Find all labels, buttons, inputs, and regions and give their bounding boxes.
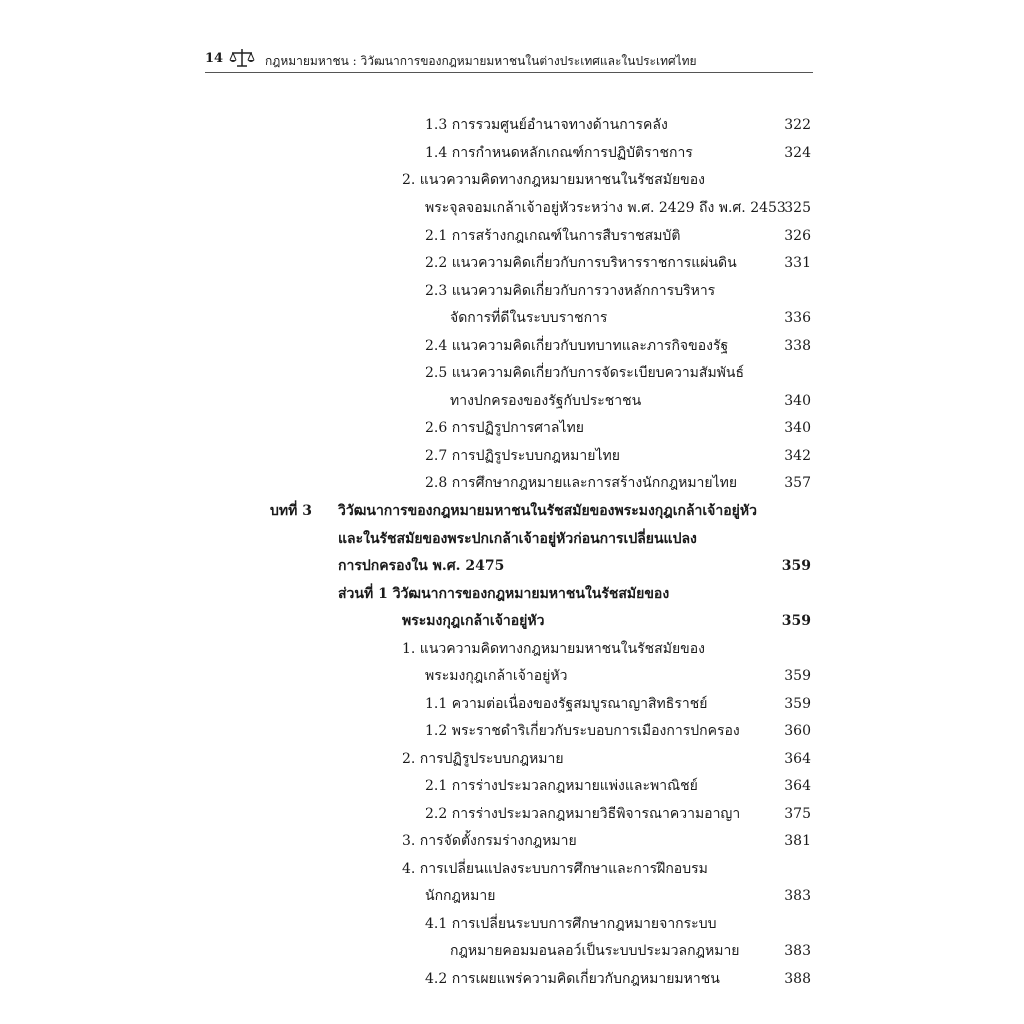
toc-entry-s1-4-1: 4.1 การเปลี่ยนระบบการศึกษากฎหมายจากระบบ (425, 916, 717, 932)
chapter-label: บทที่ 3 (270, 503, 312, 519)
toc-page: 336 (784, 310, 811, 326)
section-title: ส่วนที่ 1 วิวัฒนาการของกฎหมายมหาชนในรัชสมัยของ (338, 586, 670, 602)
toc-page: 381 (784, 833, 811, 849)
toc-entry-s1-3: 3. การจัดตั้งกรมร่างกฎหมาย (402, 833, 577, 849)
toc-page: 383 (784, 888, 811, 904)
toc-entry-s1-4-cont: นักกฎหมาย (425, 888, 496, 904)
toc-entry-2-5: 2.5 แนวความคิดเกี่ยวกับการจัดระเบียบความสัมพันธ์ (425, 365, 745, 381)
toc-page: 340 (784, 420, 811, 436)
chapter-title-cont: การปกครองใน พ.ศ. 2475 (338, 558, 505, 574)
toc-page: 325 (784, 200, 811, 216)
toc-entry-2-2: 2.2 แนวความคิดเกี่ยวกับการบริหารราชการแผ่นดิน (425, 255, 737, 271)
toc-page: 383 (784, 943, 811, 959)
toc-page: 359 (784, 696, 811, 712)
toc-entry-2-cont: พระจุลจอมเกล้าเจ้าอยู่หัวระหว่าง พ.ศ. 2429 ถึง พ.ศ. 2453 (425, 200, 786, 216)
toc-entry-2-3-cont: จัดการที่ดีในระบบราชการ (450, 310, 608, 326)
page-number: 14 (205, 51, 224, 66)
toc-entry-2-7: 2.7 การปฏิรูประบบกฎหมายไทย (425, 448, 620, 464)
toc-entry-2-6: 2.6 การปฏิรูปการศาลไทย (425, 420, 584, 436)
toc-entry-s1-1: 1. แนวความคิดทางกฎหมายมหาชนในรัชสมัยของ (402, 641, 705, 657)
toc-entry-s1-2-2: 2.2 การร่างประมวลกฎหมายวิธีพิจารณาความอาญา (425, 806, 741, 822)
toc-page: 324 (784, 145, 811, 161)
toc-entry-s1-4-2: 4.2 การเผยแพร่ความคิดเกี่ยวกับกฎหมายมหาชน (425, 971, 720, 987)
toc-entry-2-5-cont: ทางปกครองของรัฐกับประชาชน (450, 393, 642, 409)
toc-page: 331 (784, 255, 811, 271)
toc-entry-s1-4: 4. การเปลี่ยนแปลงระบบการศึกษาและการฝึกอบรม (402, 861, 708, 877)
toc-entry-2-3: 2.3 แนวความคิดเกี่ยวกับการวางหลักการบริหาร (425, 283, 716, 299)
toc-page: 326 (784, 228, 811, 244)
toc-page: 360 (784, 723, 811, 739)
toc-entry-1-3: 1.3 การรวมศูนย์อำนาจทางด้านการคลัง (425, 117, 668, 133)
toc-page: 359 (781, 558, 811, 574)
toc-page: 364 (784, 778, 811, 794)
toc-entry-2-4: 2.4 แนวความคิดเกี่ยวกับบทบาทและภารกิจของรัฐ (425, 338, 729, 354)
toc-entry-s1-2-1: 2.1 การร่างประมวลกฎหมายแพ่งและพาณิชย์ (425, 778, 698, 794)
chapter-title-cont: และในรัชสมัยของพระปกเกล้าเจ้าอยู่หัวก่อนการเปลี่ยนแปลง (338, 531, 697, 547)
section-title-cont: พระมงกุฎเกล้าเจ้าอยู่หัว (402, 613, 545, 629)
running-title: กฎหมายมหาชน : วิวัฒนาการของกฎหมายมหาชนในต่างประเทศและในประเทศไทย (265, 54, 697, 68)
toc-entry-s1-1-2: 1.2 พระราชดำริเกี่ยวกับระบอบการเมืองการปกครอง (425, 723, 740, 739)
running-header (205, 46, 813, 73)
toc-entry-s1-1-1: 1.1 ความต่อเนื่องของรัฐสมบูรณาญาสิทธิราชย์ (425, 696, 708, 712)
toc-entry-1-4: 1.4 การกำหนดหลักเกณฑ์การปฏิบัติราชการ (425, 145, 693, 161)
toc-entry-s1-1-cont: พระมงกุฎเกล้าเจ้าอยู่หัว (425, 668, 568, 684)
scales-of-justice-icon (229, 48, 255, 68)
toc-page: 388 (784, 971, 811, 987)
toc-page: 357 (784, 475, 811, 491)
toc-page: 375 (784, 806, 811, 822)
toc-entry-s1-2: 2. การปฏิรูประบบกฎหมาย (402, 751, 564, 767)
toc-entry-2-8: 2.8 การศึกษากฎหมายและการสร้างนักกฎหมายไทย (425, 475, 738, 491)
toc-page: 342 (784, 448, 811, 464)
toc-page: 338 (784, 338, 811, 354)
toc-page: 340 (784, 393, 811, 409)
toc-page: 359 (781, 613, 811, 629)
toc-page: 364 (784, 751, 811, 767)
toc-entry-s1-4-1-cont: กฎหมายคอมมอนลอว์เป็นระบบประมวลกฎหมาย (450, 943, 740, 959)
toc-page: 322 (784, 117, 811, 133)
toc-entry-2: 2. แนวความคิดทางกฎหมายมหาชนในรัชสมัยของ (402, 172, 705, 188)
toc-page: 359 (784, 668, 811, 684)
toc-entry-2-1: 2.1 การสร้างกฎเกณฑ์ในการสืบราชสมบัติ (425, 228, 681, 244)
chapter-title: วิวัฒนาการของกฎหมายมหาชนในรัชสมัยของพระมงกุฎเกล้าเจ้าอยู่หัว (338, 503, 757, 519)
